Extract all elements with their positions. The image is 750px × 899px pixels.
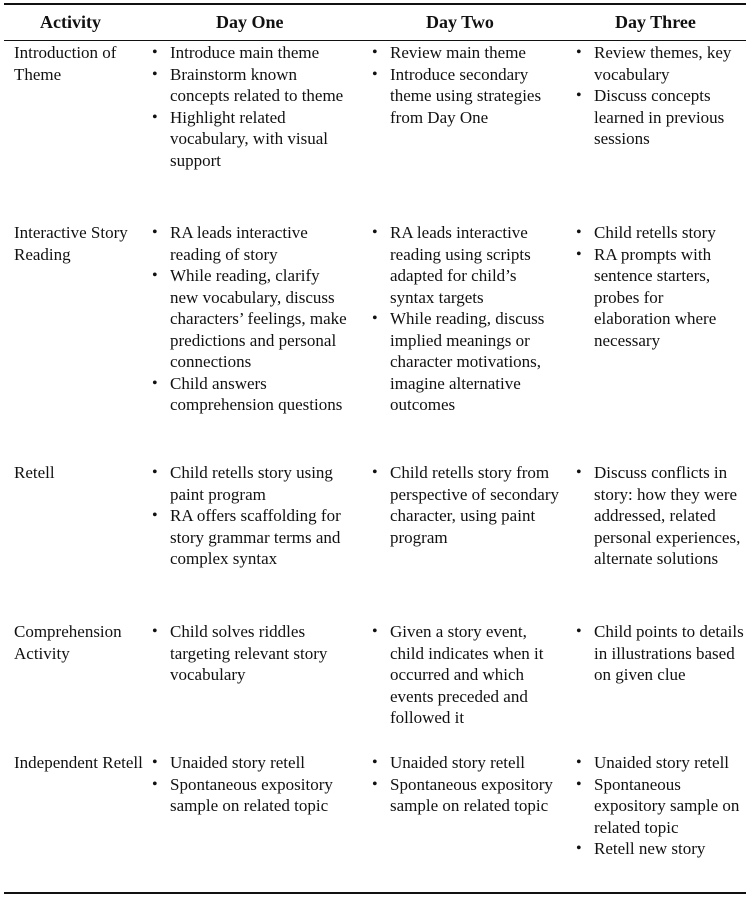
list-item: • Spontaneous expository sample on related topic xyxy=(148,774,348,817)
day-two-list xyxy=(368,42,564,128)
list-item: • Unaided story retell xyxy=(368,752,564,774)
list-item: • RA leads interactive reading of story xyxy=(148,222,348,265)
header-day-three: Day Three xyxy=(615,12,696,32)
day-one-list xyxy=(148,462,348,570)
header-rule xyxy=(4,40,746,41)
list-item: • Review main theme xyxy=(368,42,564,64)
list-item: • Child retells story xyxy=(572,222,744,244)
list-item: • Child retells story from perspective of secondary character, using paint program xyxy=(368,462,564,548)
table-bottom-rule xyxy=(4,892,746,894)
list-item: • Review themes, key vocabulary xyxy=(572,42,744,85)
day-one-list xyxy=(148,42,348,171)
list-item: • Child answers comprehension questions xyxy=(148,373,348,416)
day-two-list xyxy=(368,752,564,817)
list-item: • Retell new story xyxy=(572,838,744,860)
header-day-two: Day Two xyxy=(426,12,494,32)
list-item: • Introduce secondary theme using strategies from Day One xyxy=(368,64,564,129)
day-three-list xyxy=(572,462,744,570)
list-item: • Discuss conflicts in story: how they were addressed, related personal experiences, alternate solutions xyxy=(572,462,744,570)
list-item: • Highlight related vocabulary, with visual support xyxy=(148,107,348,172)
list-item: • Given a story event, child indicates when it occurred and which events preceded and followed it xyxy=(368,621,564,729)
activity-cell: Interactive Story Reading xyxy=(14,223,128,264)
day-three-list xyxy=(572,42,744,150)
table-top-rule xyxy=(4,3,746,5)
day-two-list xyxy=(368,222,564,416)
header-day-one: Day One xyxy=(216,12,284,32)
list-item: • While reading, clarify new vocabulary, discuss characters’ feelings, make predictions and personal connections xyxy=(148,265,348,373)
day-one-list xyxy=(148,621,348,686)
activity-cell: Retell xyxy=(14,463,55,482)
list-item: • While reading, discuss implied meanings or character motivations, imagine alternative outcomes xyxy=(368,308,564,416)
list-item: • RA offers scaffolding for story grammar terms and complex syntax xyxy=(148,505,348,570)
list-item: • Introduce main theme xyxy=(148,42,348,64)
list-item: • Child retells story using paint program xyxy=(148,462,348,505)
list-item: • Unaided story retell xyxy=(572,752,744,774)
day-one-list xyxy=(148,222,348,416)
list-item: • Child solves riddles targeting relevant story vocabulary xyxy=(148,621,348,686)
list-item: • Spontaneous expository sample on related topic xyxy=(572,774,744,839)
list-item: • Unaided story retell xyxy=(148,752,348,774)
day-three-list xyxy=(572,621,744,686)
activity-cell: Comprehension Activity xyxy=(14,622,122,663)
header-activity: Activity xyxy=(40,12,101,32)
list-item: • Spontaneous expository sample on related topic xyxy=(368,774,564,817)
list-item: • Discuss concepts learned in previous sessions xyxy=(572,85,744,150)
list-item: • Child points to details in illustrations based on given clue xyxy=(572,621,744,686)
day-two-list xyxy=(368,462,564,548)
list-item: • RA leads interactive reading using scripts adapted for child’s syntax targets xyxy=(368,222,564,308)
activity-cell: Introduction of Theme xyxy=(14,43,117,84)
day-two-list xyxy=(368,621,564,729)
activity-cell: Independent Retell xyxy=(14,753,143,772)
list-item: • Brainstorm known concepts related to theme xyxy=(148,64,348,107)
day-one-list xyxy=(148,752,348,817)
list-item: • RA prompts with sentence starters, probes for elaboration where necessary xyxy=(572,244,744,352)
day-three-list xyxy=(572,752,744,860)
day-three-list xyxy=(572,222,744,351)
